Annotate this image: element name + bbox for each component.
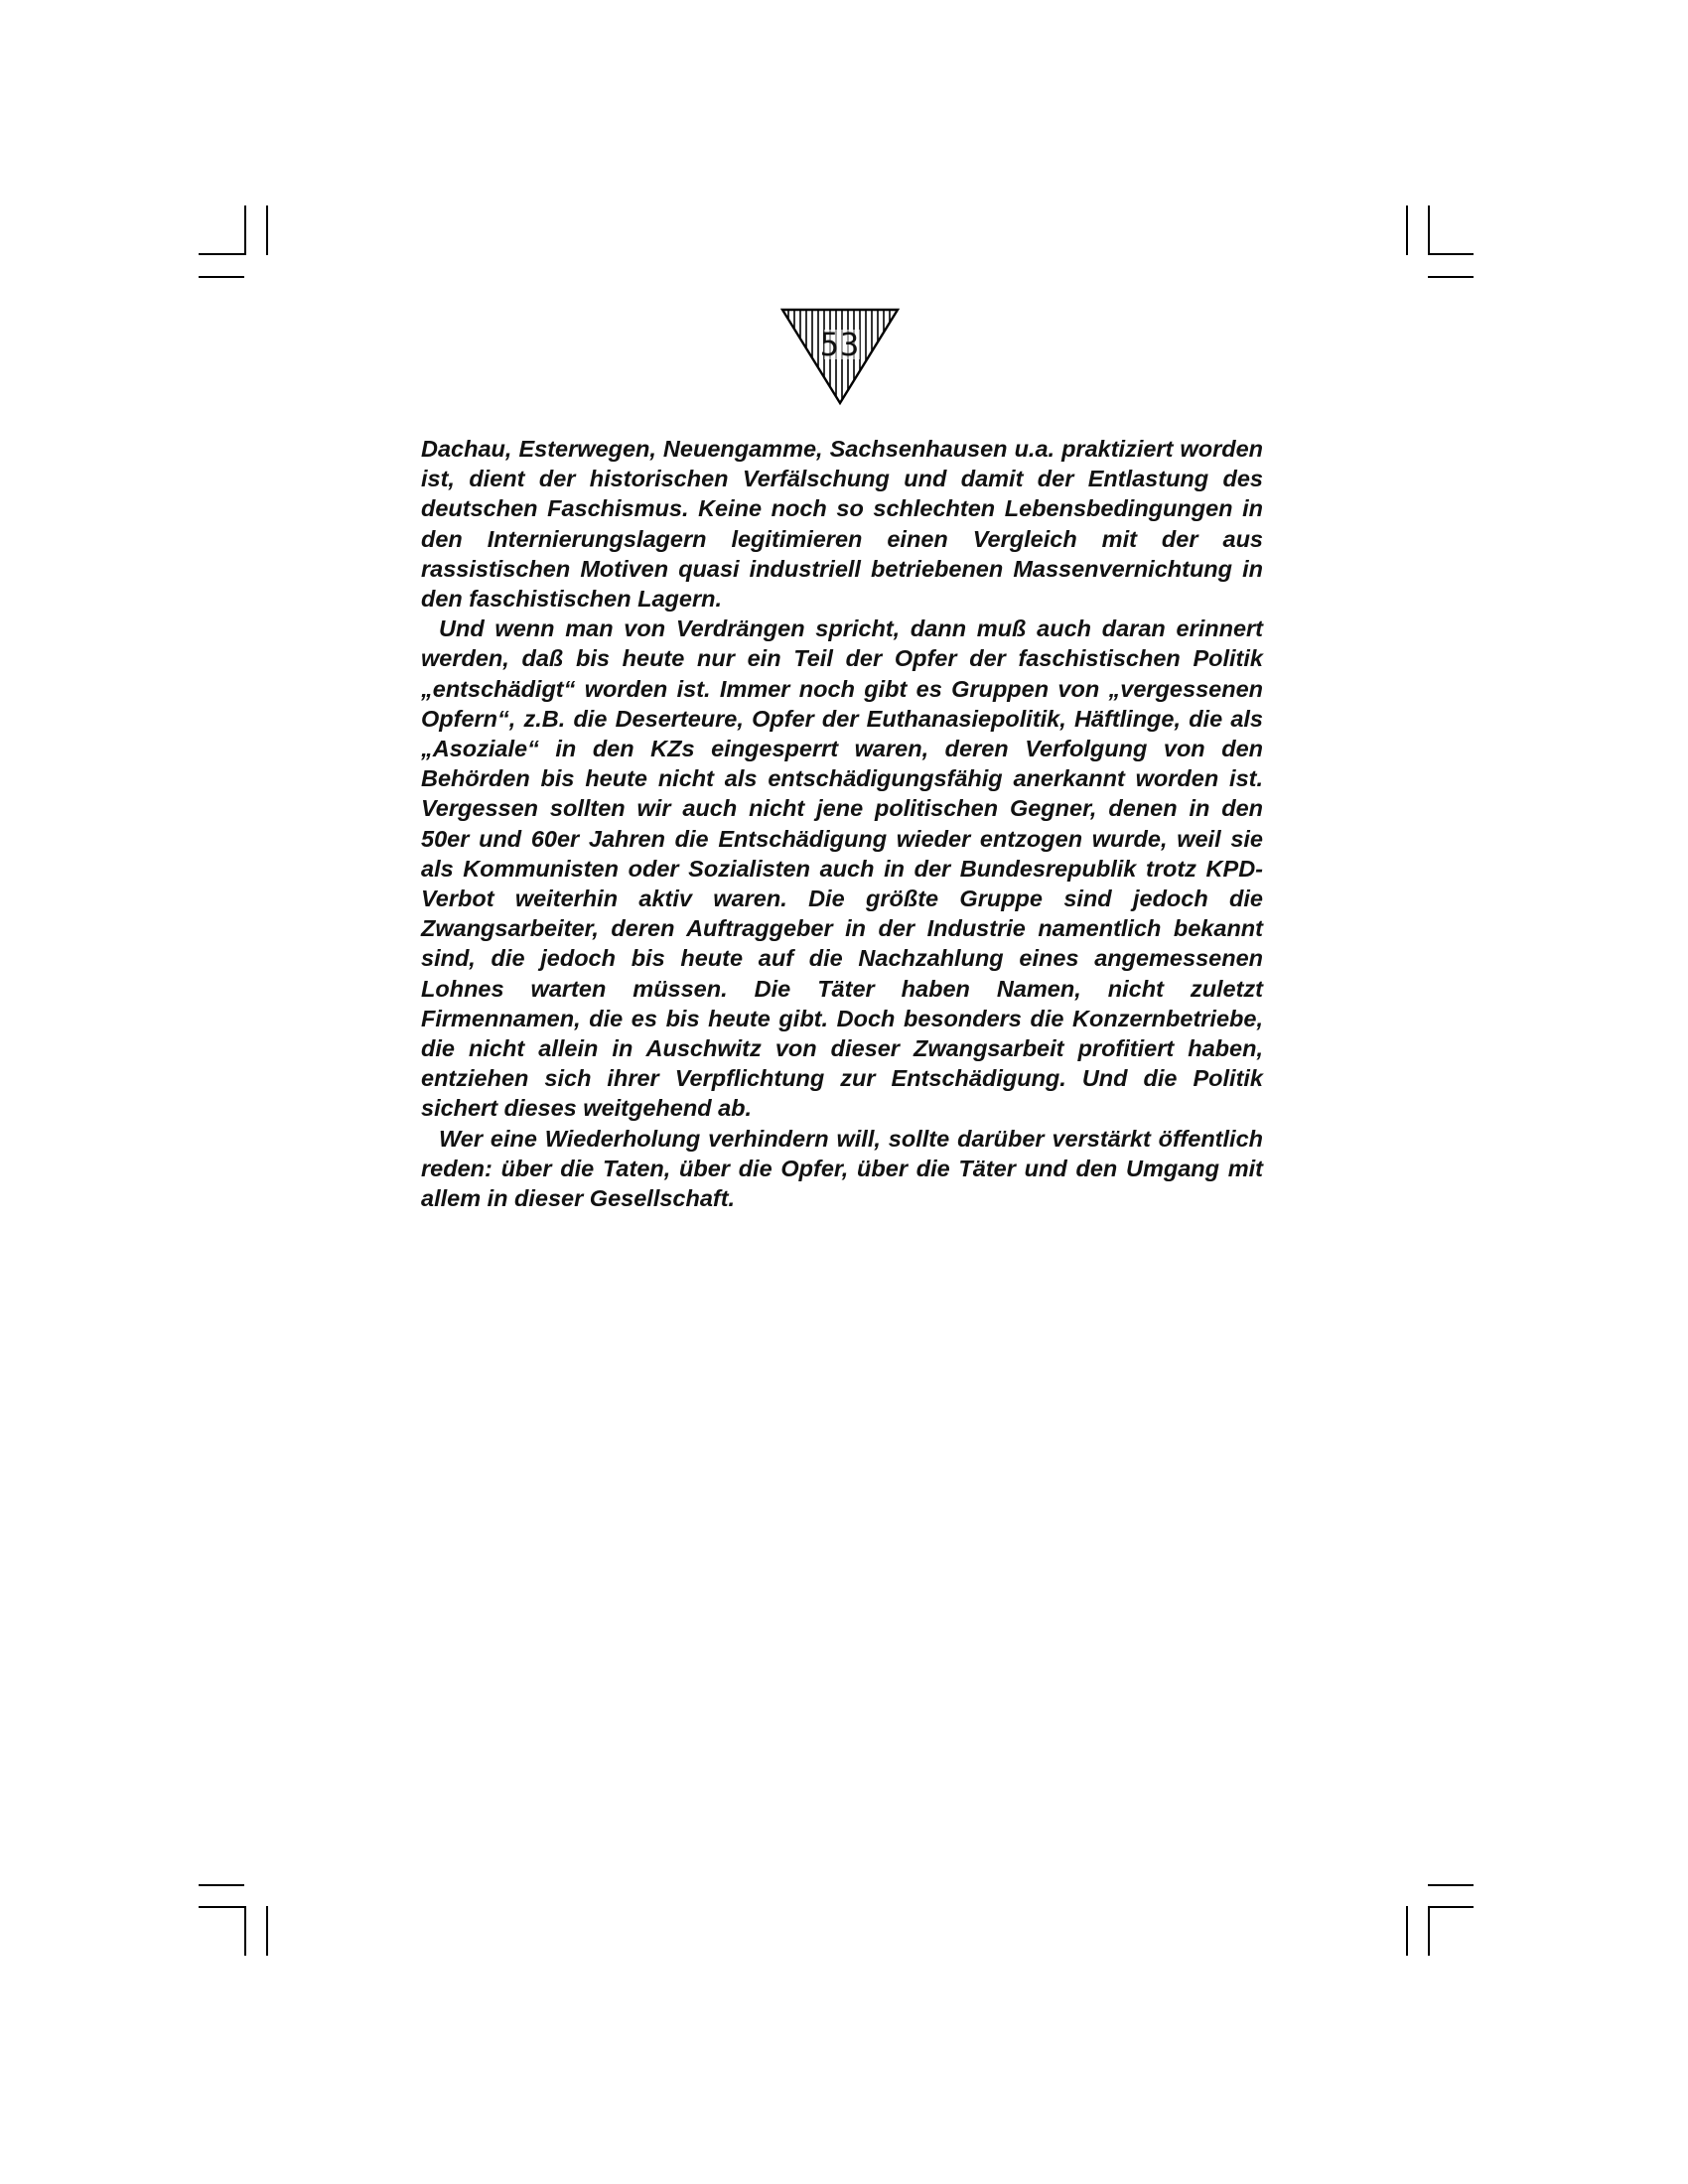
crop-mark-top-left-vertical [244,205,246,255]
paragraph: Und wenn man von Verdrängen spricht, dann muß auch daran erinnert werden, daß bis heute nur ein Teil der Opfer der faschistischen Politik „entschädigt“ worden ist. Immer noch gibt es Gruppen von „vergessenen Opfern“, z.B. die Deserteure, Opfer der Euthanasiepolitik, Häftlinge, die als „Asoziale“ in den KZs eingesperrt waren, deren Verfolgung von den Behörden bis heute nicht als entschädigungsfähig anerkannt worden ist. Vergessen sollten wir auch nicht jene politischen Gegner, denen in den 50er und 60er Jahren die Entschädigung wieder entzogen wurde, weil sie als Kommunisten oder Sozialisten auch in der Bundesrepublik trotz KPD-Verbot weiterhin aktiv waren. Die größte Gruppe sind jedoch die Zwangsarbeiter, deren Auftraggeber in der Industrie namentlich bekannt sind, die jedoch bis heute auf die Nachzahlung eines angemessenen Lohnes warten müssen. Die Täter haben Namen, nicht zuletzt Firmennamen, die es bis heute gibt. Doch besonders die Konzernbetriebe, die nicht allein in Auschwitz von dieser Zwangsarbeit profitiert haben, entziehen sich ihrer Verpflichtung zur Entschädigung. Und die Politik sichert dieses weitgehend ab. [421,615,1263,1122]
crop-mark-top-left-horizontal-lower [199,276,244,278]
crop-mark-bottom-left-horizontal [199,1906,244,1908]
body-text [421,434,1263,1213]
crop-mark-bottom-left-vertical-outer [266,1906,268,1956]
crop-mark-bottom-left-vertical [244,1906,246,1956]
crop-mark-bottom-right-vertical-outer [1406,1906,1408,1956]
paragraph: Dachau, Esterwegen, Neuengamme, Sachsenhausen u.a. praktiziert worden ist, dient der historischen Verfälschung und damit der Entlastung des deutschen Faschismus. Keine noch so schlechten Lebensbedingungen in den Internierungslagern legitimieren einen Vergleich mit der aus rassistischen Motiven quasi industriell betriebenen Massenvernichtung in den faschistischen Lagern. [421,436,1263,613]
crop-mark-top-right-vertical-outer [1406,205,1408,255]
crop-mark-top-right-horizontal [1428,253,1474,255]
crop-mark-bottom-left-horizontal-upper [199,1884,244,1886]
crop-mark-top-right-vertical [1428,205,1430,255]
paragraph: Wer eine Wiederholung verhindern will, sollte darüber verstärkt öffentlich reden: über die Taten, über die Opfer, über die Täter und den Umgang mit allem in dieser Gesellschaft. [421,1125,1263,1212]
crop-mark-bottom-right-vertical [1428,1906,1430,1956]
crop-mark-top-left-vertical-outer [266,205,268,255]
crop-mark-bottom-right-horizontal-upper [1428,1884,1474,1886]
crop-mark-top-left-horizontal [199,253,244,255]
page-number: 53 [819,326,861,363]
crop-mark-top-right-horizontal-lower [1428,276,1474,278]
crop-mark-bottom-right-horizontal [1428,1906,1474,1908]
